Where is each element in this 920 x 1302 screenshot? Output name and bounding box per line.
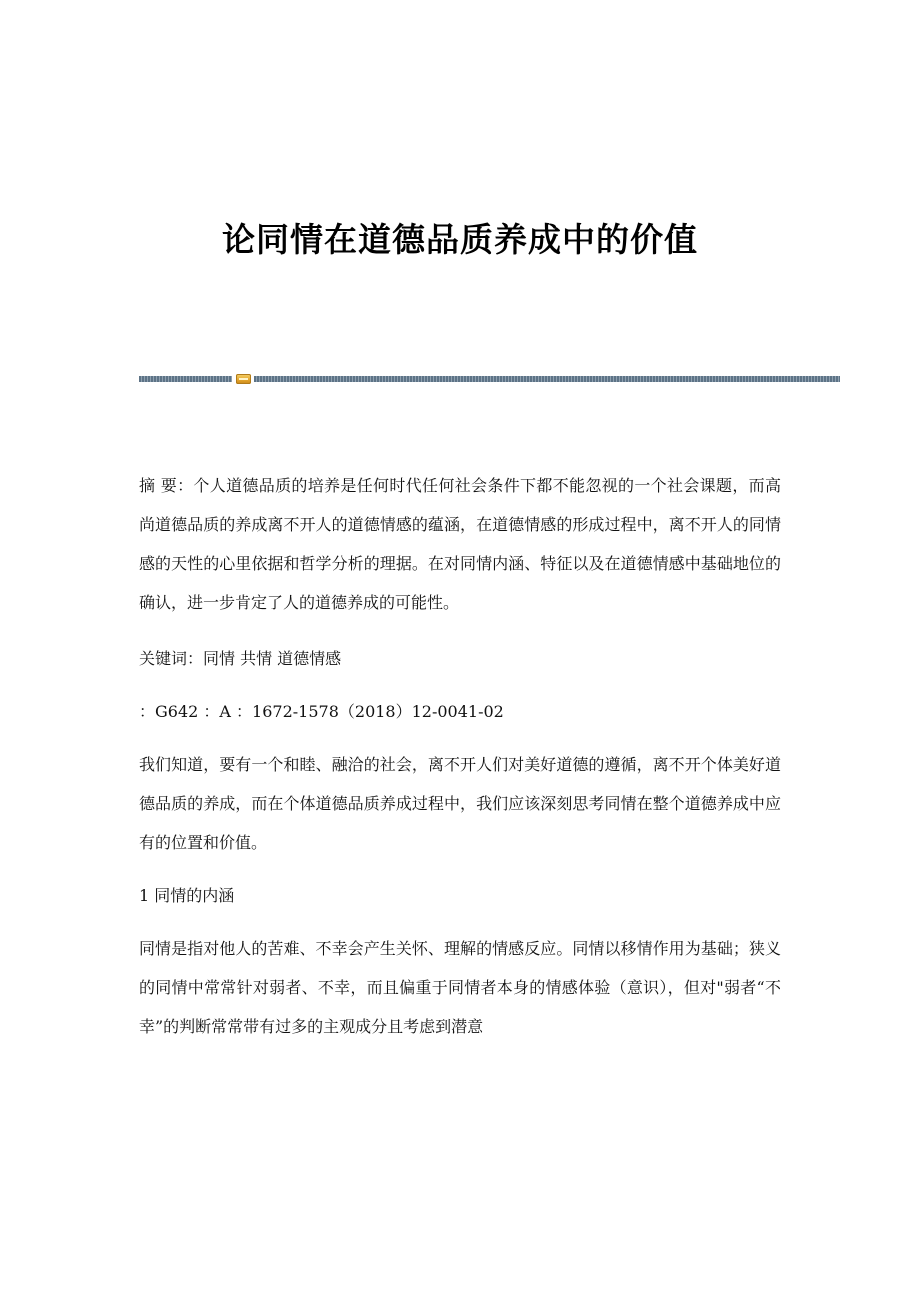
divider-bar-left [139, 376, 232, 382]
classification-line: ：G642 ：A ：1672-1578（2018）12-0041-02 [139, 702, 504, 721]
title-divider [139, 374, 840, 383]
keywords-line: 关键词：同情 共情 道德情感 [139, 649, 342, 668]
abstract-paragraph: 摘 要：个人道德品质的培养是任何时代任何社会条件下都不能忽视的一个社会课题，而高尚道德品质的养成离不开人的道德情感的蕴涵，在道德情感的形成过程中，离不开人的同情感的天性的心里依据和哲学分析的理据。在对同情内涵、特征以及在道德情感中基础地位的确认，进一步肯定了人的道德养成的可能性。 [139, 476, 781, 612]
intro-paragraph: 我们知道，要有一个和睦、融洽的社会，离不开人们对美好道德的遵循，离不开个体美好道德品质的养成，而在个体道德品质养成过程中，我们应该深刻思考同情在整个道德养成中应有的位置和价值。 [139, 755, 781, 852]
section-heading: 1 同情的内涵 [139, 886, 235, 905]
page-title: 论同情在道德品质养成中的价值 [222, 220, 698, 259]
divider-bar-right [254, 376, 840, 382]
article-body [139, 466, 781, 1063]
divider-ornament-icon [236, 374, 251, 384]
section-paragraph: 同情是指对他人的苦难、不幸会产生关怀、理解的情感反应。同情以移情作用为基础；狭义的同情中常常针对弱者、不幸，而且偏重于同情者本身的情感体验（意识），但对"弱者“不幸”的判断常常带有过多的主观成分且考虑到潜意 [139, 939, 781, 1036]
